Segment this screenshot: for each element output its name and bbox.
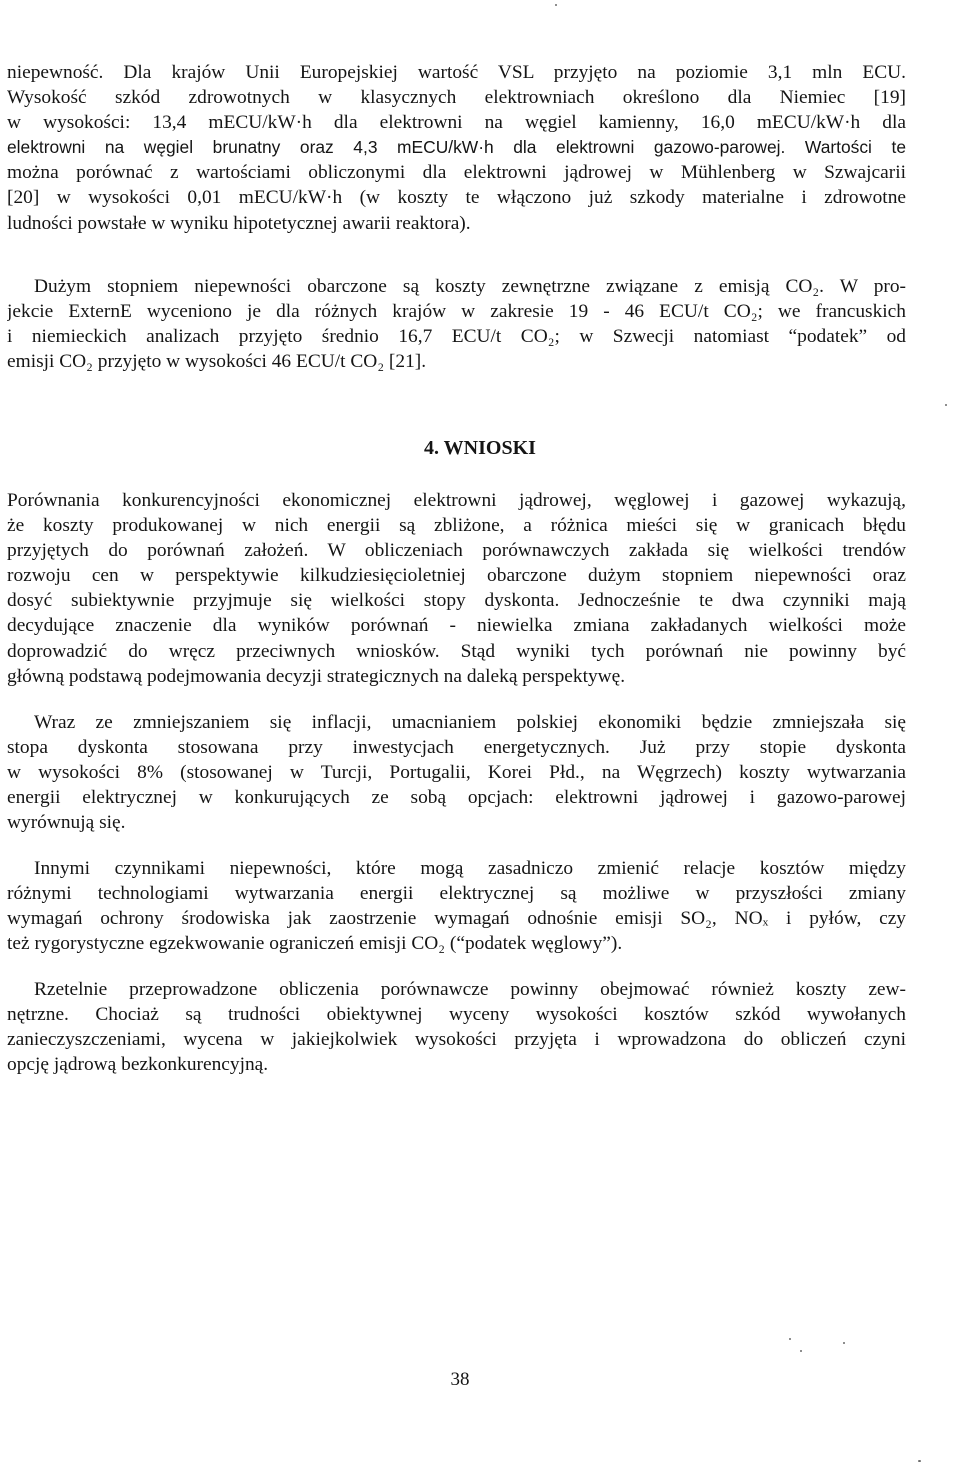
paragraph-line: Porównania konkurencyjności ekonomicznej elektrowni jądrowej, węglowej i gazowej wykazują,: [7, 490, 906, 511]
paragraph-line: przyjętych do porównań założeń. W obliczeniach porównawczych zakłada się wielkości trendów: [7, 540, 906, 562]
paragraph-line: niepewność. Dla krajów Unii Europejskiej wartość VSL przyjęto na poziomie 3,1 mln ECU.: [7, 62, 906, 83]
paragraph-line: i niemieckich analizach przyjęto średnio 16,7 ECU/t CO₂; w Szwecji natomiast “podatek” od: [7, 326, 906, 348]
paragraph-line: elektrowni na węgiel brunatny oraz 4,3 mECU/kW·h dla elektrowni gazowo-parowej. Wartości te: [7, 137, 906, 158]
paragraph-line: [20] w wysokości 0,01 mECU/kW·h (w koszty te włączono już szkody materialne i zdrowotne: [7, 187, 906, 209]
paragraph-line: wymagań ochrony środowiska jak zaostrzenie wymagań odnośnie emisji SO₂, NOₓ i pyłów, czy: [7, 908, 906, 930]
paragraph-line: rozwoju cen w perspektywie kilkudziesięcioletniej obarczone dużym stopniem niepewności oraz: [7, 565, 906, 587]
paragraph-line: energii elektrycznej w konkurujących ze sobą opcjach: elektrowni jądrowej i gazowo-parowej: [7, 787, 906, 809]
scan-speck: [918, 1460, 921, 1462]
scan-speck: [789, 1338, 791, 1340]
paragraph-line: emisji CO₂ przyjęto w wysokości 46 ECU/t CO₂ [21].: [7, 351, 427, 373]
paragraph-line: różnymi technologiami wytwarzania energii elektrycznej są możliwe w przyszłości zmiany: [7, 883, 906, 905]
paragraph-line: opcję jądrową bezkonkurencyjną.: [7, 1054, 269, 1076]
paragraph-line: zanieczyszczeniami, wycena w jakiejkolwiek wysokości przyjęta i wprowadzona do obliczeń czyni: [7, 1029, 906, 1051]
paragraph-line: można porównać z wartościami obliczonymi dla elektrowni jądrowej w Mühlenberg w Szwajcarii: [7, 162, 906, 184]
paragraph-line: jekcie ExternE wyceniono je dla różnych krajów w zakresie 19 - 46 ECU/t CO₂; we francuskich: [7, 301, 906, 323]
paragraph-line: że koszty produkowanej w nich energii są zbliżone, a różnica mieści się w granicach błędu: [7, 515, 906, 537]
page-number: 38: [450, 1369, 470, 1390]
paragraph-line: dosyć subiektywnie przyjmuje się wielkości stopy dyskonta. Jednocześnie te dwa czynniki mają: [7, 590, 906, 612]
paragraph-line: Innymi czynnikami niepewności, które mogą zasadniczo zmienić relacje kosztów między: [34, 858, 906, 879]
paragraph-line: wyrównują się.: [7, 812, 126, 834]
paragraph-line: ludności powstałe w wyniku hipotetycznej awarii reaktora).: [7, 212, 471, 234]
scan-speck: [555, 4, 557, 6]
paragraph-3: [7, 488, 906, 689]
paragraph-line: Rzetelnie przeprowadzone obliczenia porównawcze powinny obejmować również koszty zew-: [34, 979, 906, 1000]
paragraph-1: [7, 60, 906, 236]
paragraph-line: Wraz ze zmniejszaniem się inflacji, umacnianiem polskiej ekonomiki będzie zmniejszała się: [34, 712, 906, 733]
section-heading: 4. WNIOSKI: [424, 437, 536, 459]
paragraph-line: nętrzne. Chociaż są trudności obiektywnej wyceny wysokości kosztów szkód wywołanych: [7, 1004, 906, 1026]
paragraph-line: decydujące znaczenie dla wyników porównań - niewielka zmiana zakładanych wielkości może: [7, 615, 906, 637]
paragraph-line: główną podstawą podejmowania decyzji strategicznych na daleką perspektywę.: [7, 665, 626, 687]
paragraph-4: [7, 710, 906, 835]
paragraph-line: w wysokości: 13,4 mECU/kW·h dla elektrowni na węgiel kamienny, 16,0 mECU/kW·h dla: [7, 112, 906, 134]
paragraph-line: Wysokość szkód zdrowotnych w klasycznych elektrowniach określono dla Niemiec [19]: [7, 87, 906, 109]
paragraph-line: Dużym stopniem niepewności obarczone są koszty zewnętrzne związane z emisją CO₂. W pro-: [34, 276, 906, 297]
paragraph-2: [7, 274, 906, 374]
paragraph-line: stopa dyskonta stosowana przy inwestycjach energetycznych. Już przy stopie dyskonta: [7, 737, 906, 759]
scan-speck: [945, 404, 947, 406]
paragraph-5: [7, 856, 906, 956]
paragraph-line: też rygorystyczne egzekwowanie ograniczeń emisji CO₂ (“podatek węglowy”).: [7, 933, 623, 955]
paragraph-line: w wysokości 8% (stosowanej w Turcji, Portugalii, Korei Płd., na Węgrzech) koszty wytwarzania: [7, 762, 906, 784]
scan-speck: [800, 1350, 802, 1352]
paragraph-line: doprowadzić do wręcz przeciwnych wniosków. Stąd wyniki tych porównań nie powinny być: [7, 640, 906, 662]
paragraph-6: [7, 977, 906, 1077]
scan-speck: [843, 1342, 845, 1344]
